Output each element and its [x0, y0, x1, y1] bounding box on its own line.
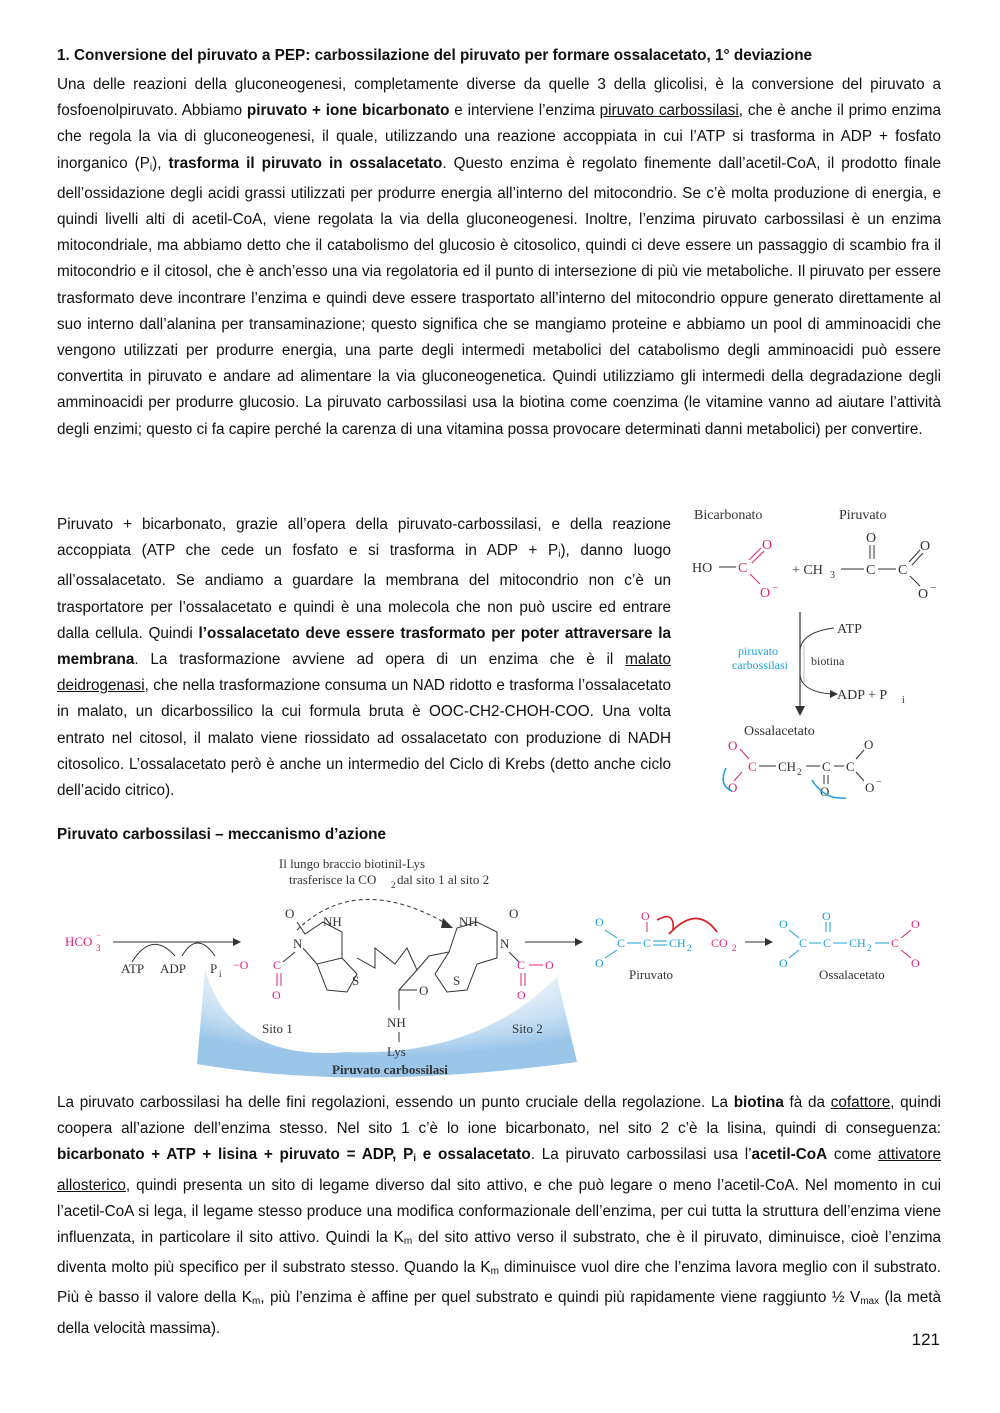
- oxa-o1: O: [728, 738, 738, 753]
- bond: [740, 749, 749, 759]
- oxa-o2: O: [779, 956, 788, 970]
- co2-sub: 2: [732, 943, 737, 953]
- pi-sub: i: [902, 695, 905, 706]
- hco3-sub: 3: [96, 943, 101, 953]
- linker-o: O: [419, 983, 429, 998]
- reaction-figure: [684, 500, 944, 805]
- caption-line-1: Il lungo braccio biotinil-Lys: [278, 856, 426, 871]
- lys-linker: [357, 948, 417, 1010]
- pi-sub: i: [219, 969, 222, 979]
- plus-ch3: + CH: [792, 563, 823, 578]
- pyr-o1: O: [866, 531, 877, 546]
- sito2-label: Sito 2: [512, 1021, 543, 1036]
- caption-line-2-sub: 2: [391, 880, 396, 890]
- ossalacetato-label: Ossalacetato: [819, 967, 885, 982]
- pyr-o3: O: [641, 909, 650, 923]
- oxa-o5: O: [865, 780, 875, 795]
- ossalacetato-label: Ossalacetato: [744, 724, 815, 739]
- mechanism-diagram: [57, 852, 947, 1084]
- section-title-2: Piruvato carbossilasi – meccanismo d’azione: [57, 826, 387, 843]
- biotin2-n: N: [500, 936, 510, 951]
- bond: [856, 750, 864, 759]
- bond: [901, 930, 911, 938]
- carboxyl2-c: C: [517, 958, 526, 972]
- biotin1-nh: NH: [323, 914, 342, 929]
- hco3-sup: −: [96, 930, 102, 940]
- carboxyl-o-minus: −O: [233, 958, 249, 972]
- oxa-c1: C: [799, 936, 808, 950]
- mechanism-figure: [57, 852, 947, 1089]
- linker-nh: NH: [387, 1015, 406, 1030]
- arrow-head: [795, 706, 805, 716]
- bond: [750, 574, 760, 584]
- oxa-c2: C: [822, 759, 831, 774]
- oxa-c2: C: [823, 936, 832, 950]
- bond: [605, 950, 617, 958]
- oxa-o5: O: [911, 956, 920, 970]
- ch3-sub: 3: [830, 570, 835, 581]
- co2-label: CO: [711, 936, 728, 950]
- pyr-o-minus: O: [918, 587, 929, 602]
- section-title-1: 1. Conversione del piruvato a PEP: carbossilazione del piruvato per formare ossalacetato, 1° deviazione: [57, 47, 813, 64]
- bond: [605, 930, 617, 938]
- oxa-ch2: CH: [849, 936, 866, 950]
- biotin1-thio-ring: [317, 958, 360, 992]
- biotina-label: biotina: [811, 654, 845, 668]
- oxa-ch2-sub: 2: [797, 767, 802, 777]
- enzyme-label-1: piruvato: [738, 644, 778, 658]
- bicarbonato-label: Bicarbonato: [694, 508, 763, 523]
- page-number: 121: [911, 1330, 940, 1349]
- carboxyl2-o: O: [545, 958, 554, 972]
- oxa-ch2-sub: 2: [867, 943, 872, 953]
- adp-pi-label: ADP + P: [837, 688, 888, 703]
- bicarb-c: C: [738, 561, 748, 576]
- arrow-head: [441, 918, 453, 928]
- bond: [283, 952, 295, 962]
- carboxyl-o: O: [272, 988, 281, 1002]
- oxa-o3: O: [822, 909, 831, 923]
- electron-arrow-1: [657, 917, 673, 930]
- hco3-label: HCO: [65, 934, 93, 949]
- pyr-o2: O: [595, 956, 604, 970]
- arrow-head: [765, 938, 773, 946]
- sito1-label: Sito 1: [262, 1021, 293, 1036]
- biotin2-s: S: [453, 973, 461, 988]
- pyr-ch2: CH: [669, 936, 686, 950]
- bond: [912, 553, 923, 565]
- oxa-o4: O: [864, 737, 874, 752]
- oxa-o4: O: [911, 917, 920, 931]
- biotin1-o: O: [285, 906, 295, 921]
- oxa-c1: C: [748, 759, 757, 774]
- biotin1-ring: [297, 922, 342, 964]
- ho-label: HO: [692, 561, 713, 576]
- adp-curve: [800, 675, 832, 694]
- pi-label: P: [210, 961, 218, 976]
- pyr-minus: −: [930, 582, 937, 594]
- pyr-ch2-sub: 2: [687, 943, 692, 953]
- pyr-c2: C: [898, 563, 908, 578]
- bond: [749, 548, 761, 560]
- arrow-head: [233, 938, 241, 946]
- bond: [901, 950, 911, 958]
- bond: [910, 576, 920, 586]
- caption-line-2a: trasferisce la CO: [289, 872, 377, 887]
- bicarb-o-minus: O: [760, 586, 771, 601]
- oxa-c3: C: [846, 759, 855, 774]
- atp-curve: [132, 944, 175, 962]
- pyr-o1: O: [595, 915, 604, 929]
- carboxyl2-o2: O: [517, 988, 526, 1002]
- arrow-head: [575, 938, 583, 946]
- biotin1-n: N: [293, 936, 303, 951]
- pi-curve: [182, 943, 215, 956]
- bond: [789, 930, 799, 938]
- lys-label: Lys: [387, 1044, 406, 1059]
- reaction-diagram: [684, 500, 944, 800]
- enzyme-name: Piruvato carbossilasi: [332, 1062, 448, 1077]
- enzyme-label-2: carbossilasi: [732, 658, 788, 672]
- paragraph-3: La piruvato carbossilasi ha delle fini regolazioni, essendo un punto cruciale della regolazione. La biotina fà da cofattore, quindi coopera all’azione dell’enzima stesso. Nel sito 1 c’è lo ione bicarbonato, nel sito 2 c’è la lisina, quindi di conseguenza: bicarbonato + ATP + lisina + piruvato = ADP, $P_i$ e ossalacetato. La piruvato carbossilasi usa l’acetil-CoA come attivatore allosterico, quindi presenta un sito di legame diverso dal sito attivo, e che può legare o meno l’acetil-CoA. Nel momento in cui l’acetil-CoA si lega, il legame stesso produce una modifica conformazionale dell’enzima, per cui tutta la struttura dell’enzima viene influenzata, in particolare il sito attivo. Quindi la $K_m$ del sito attivo verso il substrato, che è il piruvato, diminuisce, cioè l’enzima diventa molto più specifico per il substrato stesso. Quando la $K_m$ diminuisce vuol dire che l’enzima lavora meglio con il substrato. Più è basso il valore della $K_m$, più l’enzima è affine per quel substrato e quindi più rapidamente viene raggiunto ½ $V_{max}$ (la metà della velocità massima).: [57, 1094, 942, 1337]
- oxa-o3: O: [820, 784, 830, 799]
- oxa-minus: −: [876, 777, 882, 788]
- pyr-c2: C: [643, 936, 652, 950]
- biotin2-o: O: [509, 906, 519, 921]
- caption-line-2b: dal sito 1 al sito 2: [397, 872, 490, 887]
- oxa-o1: O: [779, 917, 788, 931]
- oxa-ch2: CH: [778, 759, 797, 774]
- electron-arrow-2: [669, 918, 717, 934]
- piruvato-label: Piruvato: [629, 967, 674, 982]
- pyr-c1: C: [617, 936, 626, 950]
- bicarb-minus: −: [772, 582, 779, 594]
- paragraph-2: Piruvato + bicarbonato, grazie all’opera della piruvato-carbossilasi, e della reazione accoppiata (ATP che cede un fosfato e si trasforma in ADP + $P_i$), danno luogo all’ossalacetato. Se andiamo a guardare la membrana del mitocondrio non c’è un trasportatore per l’ossalacetato e quindi è una molecola che non può uscire ed entrare dalla cellula. Quindi l’ossalacetato deve essere trasformato per poter attraversare la membrana. La trasformazione avviene ad opera di un enzima che è il malato deidrogenasi, che nella trasformazione consuma un NAD ridotto e trasforma l’ossalacetato in malato, un dicarbossilico la cui formula bruta è OOC-CH2-CHOH-COO. Una volta entrato nel citosol, il malato viene riossidato ad ossalacetato con produzione di NADH citosolico. L’ossalacetato però è anche un intermedio del Ciclo di Krebs (detto anche ciclo dell’acido citrico).: [57, 516, 672, 800]
- biotin2-nh: NH: [459, 914, 478, 929]
- atp-label: ATP: [121, 961, 145, 976]
- bicarb-o: O: [762, 538, 773, 553]
- piruvato-label: Piruvato: [839, 508, 887, 523]
- oxa-o2: O: [728, 780, 738, 795]
- paragraph-1: Una delle reazioni della gluconeogenesi, completamente diverse da quelle 3 della glicolisi, è la conversione del piruvato a fosfoenolpiruvato. Abbiamo piruvato + ione bicarbonato e interviene l’enzima piruvato carbossilasi, che è anche il primo enzima che regola la via di gluconeogenesi, il quale, utilizzando una reazione accoppiata in cui l’ATP si trasforma in ADP + fosfato inorganico $(P_i)$, trasforma il piruvato in ossalacetato. Questo enzima è regolato finemente dall’acetil-CoA, il prodotto finale dell’ossidazione degli acidi grassi utilizzati per produrre energia all’interno del mitocondrio. Se c’è molta produzione di energia, e quindi livelli alti di acetil-CoA, viene regolata la via della gluconeogenesi. Inoltre, l’enzima piruvato carbossilasi è un enzima mitocondriale, ma abbiamo detto che il catabolismo del glucosio è citosolico, quindi ci deve essere un passaggio di scambio fra il mitocondrio e il citosol, che è anch’esso una via regolatoria ed il punto di intersezione di più vie metaboliche. Il piruvato per essere trasformato deve incontrare l’enzima e quindi deve essere trasportato all’interno del mitocondrio oppure generato direttamente al suo interno dall’alanina per transaminazione; questo significa che se mangiamo proteine e abbiamo un pool di amminoacidi che vengono utilizzati per produrre energia, una parte degli intermedi metabolici del catabolismo degli amminoacidi può essere convertita in piruvato e andare ad alimentare la via gluconeogenetica. Quindi utilizziamo gli intermedi della degradazione degli amminoacidi per produrre glucosio. La piruvato carbossilasi usa la biotina come coenzima (le vitamine vanno ad aiutare l’attività degli enzimi; questo ci fa capire perché la carenza di una vitamina possa provocare determinati danni metabolici) per convertire.: [57, 76, 941, 438]
- biotin1-s: S: [352, 973, 360, 988]
- adp-label: ADP: [160, 961, 187, 976]
- biotin2-ring: [417, 922, 497, 970]
- pyr-o2: O: [920, 539, 931, 554]
- atp-curve: [800, 628, 834, 650]
- pyr-c1: C: [866, 563, 876, 578]
- bond: [856, 772, 864, 781]
- atp-label: ATP: [837, 622, 862, 637]
- bond: [909, 550, 920, 562]
- bond: [789, 950, 799, 958]
- oxa-c3: C: [891, 936, 900, 950]
- carboxyl-c: C: [273, 958, 282, 972]
- transfer-arrow: [297, 899, 447, 930]
